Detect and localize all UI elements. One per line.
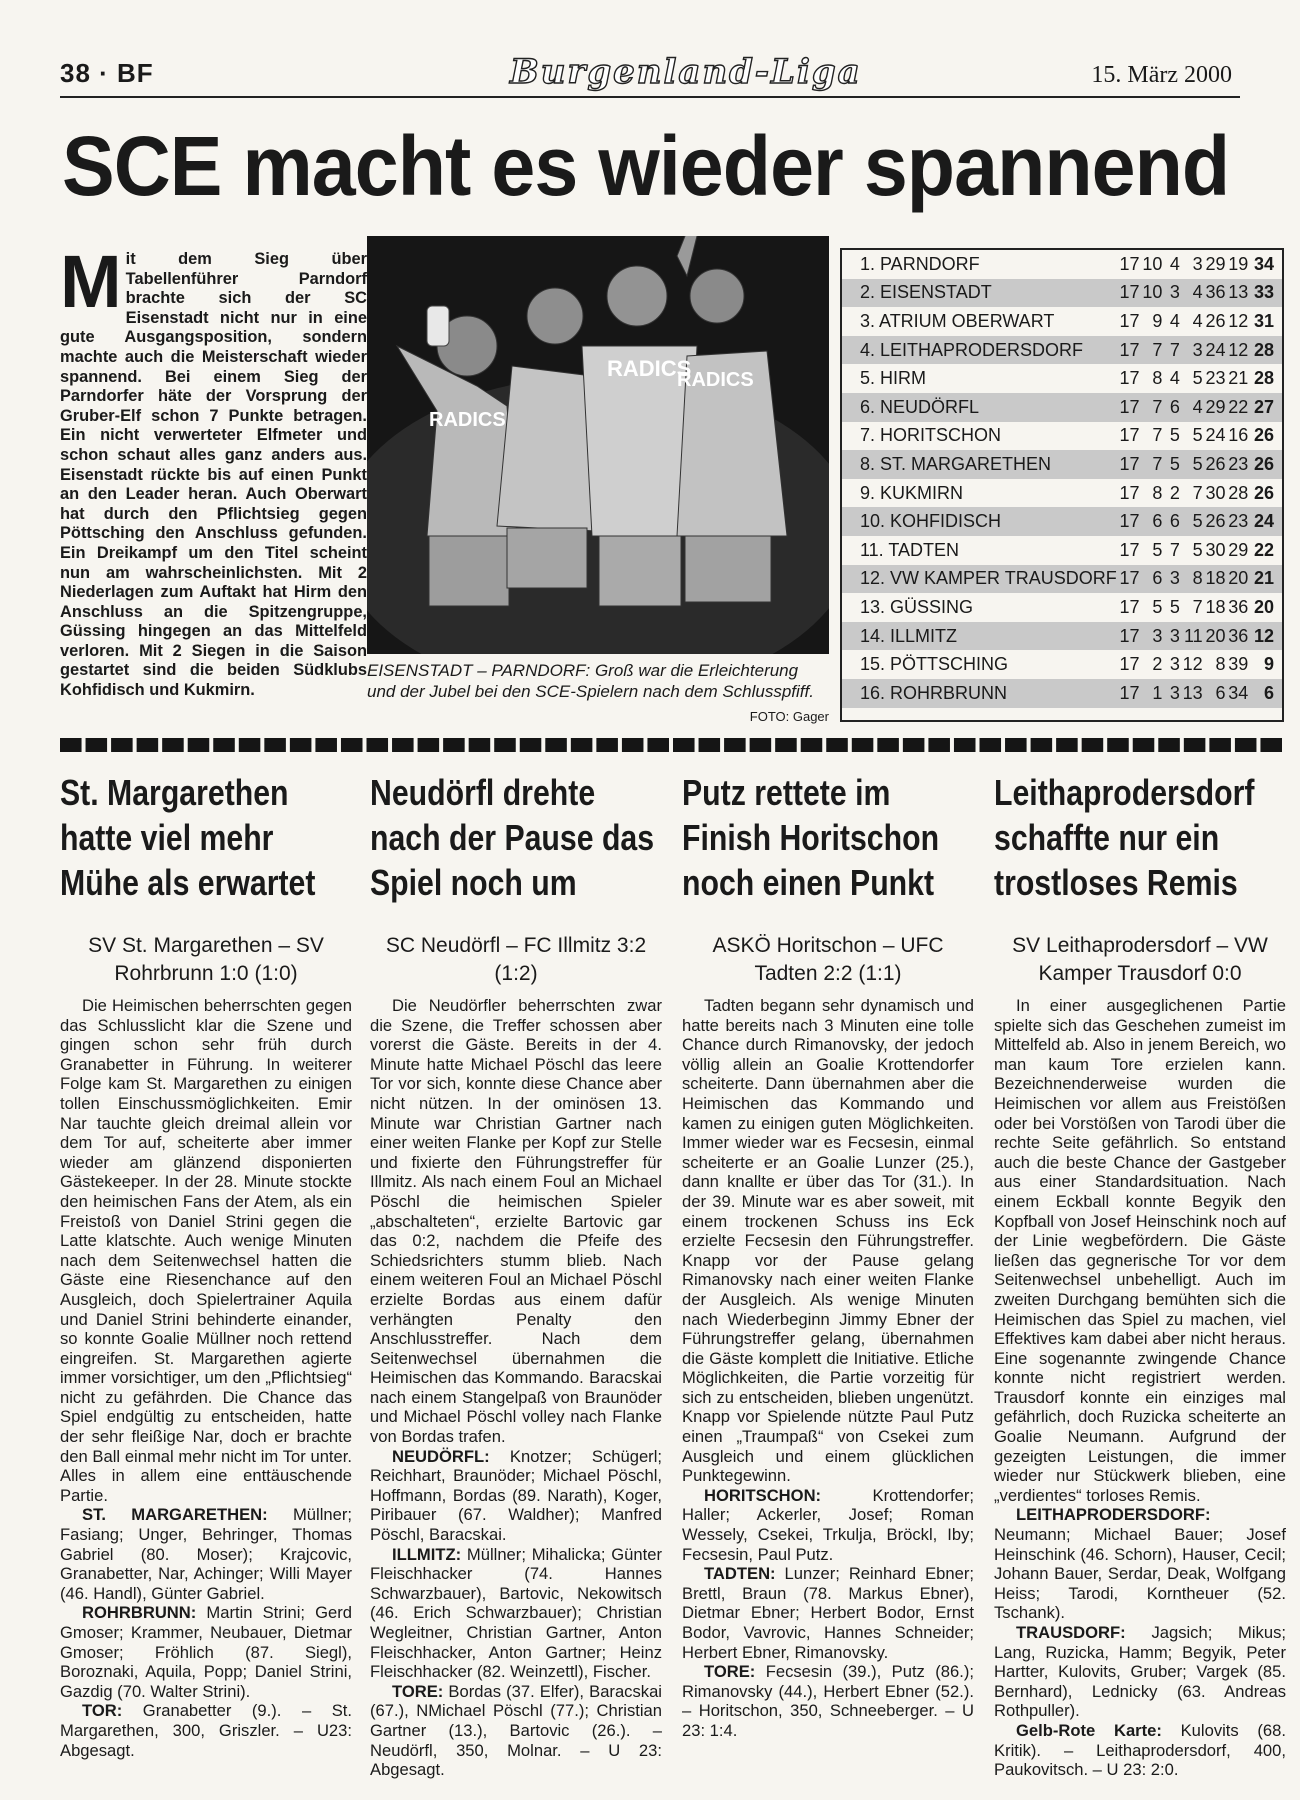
team-name: 8. ST. MARGARETHEN: [842, 450, 1117, 479]
games-played: 17: [1117, 622, 1140, 651]
losses: 4: [1180, 279, 1203, 308]
league-standings-table: [842, 250, 1282, 708]
wins: 6: [1140, 507, 1163, 536]
divider-block: [290, 738, 312, 752]
divider-block: [724, 738, 746, 752]
divider-block: [469, 738, 491, 752]
games-played: 17: [1117, 450, 1140, 479]
divider-block: [980, 738, 1002, 752]
losses: 7: [1192, 482, 1203, 503]
team-name: 7. HORITSCHON: [860, 425, 1002, 446]
points: 27: [1248, 393, 1282, 422]
wins: 2: [1152, 654, 1163, 675]
goals-against: 29: [1228, 539, 1249, 560]
wins: 5: [1152, 596, 1163, 617]
wins: 9: [1152, 310, 1163, 331]
goals-against: 16: [1228, 425, 1249, 446]
losses: 4: [1192, 310, 1203, 331]
lineup-line: TRAUSDORF: Jagsich; Mikus; Lang, Ruzicka, Hamm; Begyik, Peter Hartter, Kulovits, Gruber; Vargek (85. Bernhard), Lednicky (63. Andreas Rothpuller).: [994, 1623, 1286, 1721]
divider-block: [801, 738, 823, 752]
divider-block: [264, 738, 286, 752]
article-body: Die Neudörfler beherrschten zwar die Szene, die Treffer schossen aber vorerst die Gäste. Bereits in der 4. Minute hatte Michael Pöschl das leere Tor vor sich, konnte diese Chance aber nicht nützen. In der ominösen 13. Minute war Christian Gartner nach einer weiten Flanke per Kopf zur Stelle und fixierte den Führungstreffer für Illmitz. Als nach einem Foul an Michael Pöschl die heimischen Spieler „abschalteten“, erzielte Bartovic gar das 0:2, nachdem die Pfeife des Schiedsrichters stumm blieb. Nach einem weiteren Foul an Michael Pöschl erzielte Bordas aus einem dafür verhängten Penalty den Anschlusstreffer. Nach dem Seitenwechsel übernahmen die Heimischen das Kommando. Baracskai nach einem Stangelpaß von Braunöder und Michael Pöschl volley nach Flanke von Bordas trafen.: [370, 996, 662, 1447]
wins: 8: [1152, 482, 1163, 503]
divider-block: [239, 738, 261, 752]
games-played: 17: [1117, 679, 1140, 708]
goals-for: 18: [1203, 565, 1226, 594]
losses: 5: [1192, 425, 1203, 446]
divider-block: [162, 738, 184, 752]
goals-for: 24: [1205, 425, 1226, 446]
team-name: 3. ATRIUM OBERWART: [860, 310, 1055, 331]
lineups: [370, 1447, 662, 1780]
divider-block: [1260, 738, 1282, 752]
article-st-margarethen: [60, 770, 352, 1760]
draws: 4: [1169, 253, 1180, 274]
points: 26: [1253, 425, 1274, 446]
divider-block: [750, 738, 772, 752]
points: 22: [1253, 539, 1274, 560]
standings-row: [842, 507, 1282, 536]
standings-row: [842, 336, 1282, 365]
lineup-line: TORE: Fecsesin (39.), Putz (86.); Rimanovsky (44.), Herbert Ebner (52.). – Horitschon, 350, Schneeberger. – U 23: 1:4.: [682, 1662, 974, 1740]
points: 28: [1253, 368, 1274, 389]
points: 26: [1248, 450, 1282, 479]
article-body: In einer ausgeglichenen Partie spielte sich das Geschehen zumeist im Mittelfeld ab. Also in jenem Bereich, wo man kaum Tore erzielen kann. Bezeichnenderweise wurden die Heimischen vor allem aus Freistößen oder bei Vorstößen von Tarodi über die rechte Seite gefährlich. So entstand auch die beste Chance der Gastgeber aus einer Standardsituation. Nach einem Eckball konnte Begyik den Kopfball von Josef Heinschink noch auf der Linie wegbefördern. Die Gäste ließen das gegnerische Tor vor dem Seitenwechsel unbehelligt. Auch im zweiten Durchgang bemühten sich die Heimischen das Spiel zu machen, viel Effektives kam dabei aber nicht heraus. Eine sogenannte zwingende Chance konnte nicht registriert werden. Trausdorf konnte ein einziges mal gefährlich, doch Ruzicka scheiterte an Goalie Neumann. Aufgrund der gezeigten Leistungen, die immer wieder nur Stückwerk blieben, eine „verdientes“ torloses Remis.: [994, 996, 1286, 1505]
divider-block: [903, 738, 925, 752]
standings-row: [842, 650, 1282, 679]
standings-row: [842, 593, 1282, 622]
goals-against: 22: [1225, 393, 1248, 422]
games-played: 17: [1117, 336, 1140, 365]
goals-for: 24: [1203, 336, 1226, 365]
divider-block: [1082, 738, 1104, 752]
divider-block: [928, 738, 950, 752]
games-played: 17: [1117, 507, 1140, 536]
games-played: 17: [1117, 565, 1140, 594]
divider-block: [1235, 738, 1257, 752]
losses: 11: [1180, 622, 1203, 651]
divider-block: [1133, 738, 1155, 752]
team-name: 5. HIRM: [860, 368, 927, 389]
losses: 5: [1192, 368, 1203, 389]
lineup-line: Gelb-Rote Karte: Kulovits (68. Kritik). – Leithaprodersdorf, 400, Paukovitsch. – U 23: 2:0.: [994, 1720, 1286, 1780]
standings-row: [842, 307, 1282, 336]
team-name: 2. EISENSTADT: [842, 279, 1117, 308]
losses: 3: [1180, 336, 1203, 365]
team-name: 1. PARNDORF: [860, 253, 980, 274]
jersey-text: RADICS: [677, 369, 754, 391]
divider-block: [137, 738, 159, 752]
goals-for: 8: [1215, 654, 1226, 675]
points: 6: [1248, 679, 1282, 708]
wins: 7: [1140, 336, 1163, 365]
goals-for: 30: [1205, 539, 1226, 560]
goals-for: 6: [1203, 679, 1226, 708]
draws: 2: [1169, 482, 1180, 503]
goals-against: 12: [1228, 310, 1249, 331]
wins: 7: [1140, 393, 1163, 422]
wins: 1: [1140, 679, 1163, 708]
lineups: [994, 1505, 1286, 1779]
points: 28: [1248, 336, 1282, 365]
games-played: 17: [1119, 482, 1140, 503]
draws: 3: [1162, 679, 1180, 708]
match-result: SV Leithaprodersdorf – VW Kamper Trausdorf 0:0: [1012, 934, 1268, 985]
wins: 3: [1140, 622, 1163, 651]
goals-for: 36: [1203, 279, 1226, 308]
losses: 5: [1192, 539, 1203, 560]
games-played: 17: [1117, 279, 1140, 308]
draws: 7: [1162, 336, 1180, 365]
divider-block: [443, 738, 465, 752]
drop-cap: M: [60, 240, 122, 323]
losses: 5: [1180, 507, 1203, 536]
games-played: 17: [1119, 596, 1140, 617]
photo-credit: FOTO: Gager: [749, 709, 829, 724]
lineup-line: ST. MARGARETHEN: Müllner; Fasiang; Unger, Behringer, Thomas Gabriel (80. Moser); Krajcovic, Granabetter, Nar, Achinger; Willi Mayer (46. Handl), Günter Gabriel.: [60, 1505, 352, 1603]
article-headline: St. Margarethen hatte viel mehr Mühe als erwartet: [60, 772, 316, 903]
points: 12: [1248, 622, 1282, 651]
goals-against: 13: [1225, 279, 1248, 308]
divider-block: [1209, 738, 1231, 752]
lineup-line: TORE: Bordas (37. Elfer), Baracskai (67.), NMichael Pöschl (77.); Christian Gartner (13.), Bartovic (26.). – Neudörfl, 350, Molnar. – U 23: Abgesagt.: [370, 1681, 662, 1780]
games-played: 17: [1119, 539, 1140, 560]
divider-block: [545, 738, 567, 752]
games-played: 17: [1119, 310, 1140, 331]
draws: 6: [1162, 393, 1180, 422]
divider-block: [852, 738, 874, 752]
wins: 8: [1152, 368, 1163, 389]
article-body: Die Heimischen beherrschten gegen das Schlusslicht klar die Szene und gingen schon sehr früh durch Granabetter in Führung. In weiterer Folge kam St. Margarethen zu einigen tollen Einschussmöglichkeiten. Emir Nar tauchte gleich dreimal allein vor dem Tor auf, scheiterte aber immer wieder am glänzend disponierten Gästekeeper. In der 28. Minute stockte den heimischen Fans der Atem, als ein Freistoß von Daniel Strini gegen die Latte klatschte. Auch wenige Minuten nach dem Seitenwechsel hatten die Gäste eine Riesenchance auf den Ausgleich, doch Spielertrainer Aquila und Daniel Strini behinderte einander, so konnte Goalie Müllner noch rettend eingreifen. St. Margarethen agierte immer vorsichtiger, um den „Pflichtsieg“ nicht zu gefährden. Die Chance das Spiel endgültig zu entscheiden, hatte der sehr fleißige Nar, doch er brachte den Ball einmal mehr nicht im Tor unter. Alles in allem eine enttäuschende Partie.: [60, 996, 352, 1505]
lineups: [60, 1505, 352, 1760]
divider-block: [418, 738, 440, 752]
team-name: 14. ILLMITZ: [842, 622, 1117, 651]
standings-row: [842, 565, 1282, 594]
team-name: 10. KOHFIDISCH: [842, 507, 1117, 536]
divider-block: [775, 738, 797, 752]
draws: 3: [1162, 279, 1180, 308]
divider-block: [1005, 738, 1027, 752]
goals-for: 29: [1205, 253, 1226, 274]
divider-block: [341, 738, 363, 752]
match-result: ASKÖ Horitschon – UFC Tadten 2:2 (1:1): [712, 934, 944, 985]
team-celebration-photo: [367, 236, 829, 654]
section-title: Burgenland-Liga: [510, 52, 862, 92]
games-played: 17: [1119, 368, 1140, 389]
losses: 5: [1180, 450, 1203, 479]
standings-row: [842, 250, 1282, 279]
goals-for: 26: [1203, 450, 1226, 479]
goals-for: 20: [1203, 622, 1226, 651]
standings-row: [842, 393, 1282, 422]
draws: 3: [1169, 654, 1180, 675]
standings-row: [842, 450, 1282, 479]
team-name: 16. ROHRBRUNN: [842, 679, 1117, 708]
lineup-line: LEITHAPRODERSDORF: Neumann; Michael Bauer; Josef Heinschink (46. Schorn), Hauser, Cecil; Johann Bauer, Serdar, Deak, Wolfgang Heiss; Tarodi, Korntheuer (52. Tschank).: [994, 1505, 1286, 1623]
draws: 3: [1162, 565, 1180, 594]
points: 21: [1248, 565, 1282, 594]
match-result: SV St. Margarethen – SV Rohrbrunn 1:0 (1:0): [88, 934, 324, 985]
team-name: 11. TADTEN: [860, 539, 960, 560]
divider-block: [571, 738, 593, 752]
divider-block: [699, 738, 721, 752]
points: 24: [1248, 507, 1282, 536]
team-name: 15. PÖTTSCHING: [860, 654, 1009, 675]
points: 31: [1253, 310, 1274, 331]
lineup-line: NEUDÖRFL: Knotzer; Schügerl; Reichhart, Braunöder; Michael Pöschl, Hoffmann, Bordas (89. Narath), Koger, Piribauer (67. Waldher); Manfred Pöschl, Baracskai.: [370, 1446, 662, 1545]
points: 20: [1253, 596, 1274, 617]
goals-for: 29: [1203, 393, 1226, 422]
games-played: 17: [1119, 654, 1140, 675]
intro-text: [60, 240, 367, 701]
goals-against: 19: [1228, 253, 1249, 274]
draws: 3: [1162, 622, 1180, 651]
divider-block: [392, 738, 414, 752]
intro-body: it dem Sieg über Tabellenführer Parndorf brachte sich der SC Eisenstadt nicht nur in eine gute Ausgangsposition, sondern machte auch die Meisterschaft wieder spannend. Bei einem Sieg der Parndorfer häte der Vorsprung der Gruber-Elf schon 7 Punkte betragen. Ein nicht verwerteter Elfmeter und schon schaut alles ganz anders aus. Eisenstadt rückte bis auf einen Punkt an den Leader heran. Auch Oberwart hat durch den Pflichtsieg gegen Pöttsching den Anschluss gefunden. Ein Dreikampf um den Titel scheint nun am wahrscheinlichsten. Mit 2 Niederlagen zum Auftakt hat Hirm den Anschluss an die Spitzengruppe, Güssing hingegen an das Mittelfeld verloren. Mit 2 Siegen in die Saison gestartet sind die beiden Südklubs Kohfidisch und Kukmirn.: [60, 250, 367, 700]
divider-block: [315, 738, 337, 752]
divider-block: [954, 738, 976, 752]
standings-row: [842, 364, 1282, 393]
lineup-line: TADTEN: Lunzer; Reinhard Ebner; Brettl, Braun (78. Markus Ebner), Dietmar Ebner; Herbert Bodor, Ernst Bodor, Vavrovic, Hannes Schneider; Herbert Ebner, Rimanovsky.: [682, 1564, 974, 1662]
standings-row: [842, 536, 1282, 565]
goals-for: 26: [1205, 310, 1226, 331]
page-number: 38 · BF: [60, 58, 154, 88]
divider-block: [596, 738, 618, 752]
divider-block: [1031, 738, 1053, 752]
draws: 4: [1169, 310, 1180, 331]
goals-for: 26: [1203, 507, 1226, 536]
goals-for: 23: [1205, 368, 1226, 389]
divider-block: [1158, 738, 1180, 752]
goals-against: 23: [1225, 450, 1248, 479]
draws: 5: [1169, 596, 1180, 617]
losses: 12: [1182, 654, 1203, 675]
standings-row: [842, 279, 1282, 308]
divider-block: [1056, 738, 1078, 752]
lineup-line: ROHRBRUNN: Martin Strini; Gerd Gmoser; Krammer, Neubauer, Dietmar Gmoser; Fröhlich (87. Siegl), Boroznaki, Aquila, Popp; Daniel Strini, Gazdig (70. Walter Strini).: [60, 1603, 352, 1701]
losses: 13: [1180, 679, 1203, 708]
standings-row: [842, 622, 1282, 651]
games-played: 17: [1117, 393, 1140, 422]
losses: 3: [1192, 253, 1203, 274]
wins: 10: [1140, 279, 1163, 308]
points: 26: [1253, 482, 1274, 503]
goals-against: 12: [1225, 336, 1248, 365]
league-standings-box: [840, 248, 1284, 722]
standings-row: [842, 679, 1282, 708]
standings-row: [842, 479, 1282, 508]
lineup-line: ILLMITZ: Müllner; Mihalicka; Günter Fleischhacker (74. Hannes Schwarzbauer), Bartovic, Nekowitsch (46. Erich Schwarzbauer); Christian Wegleitner, Christian Gartner, Anton Fleischhacker, Anton Gartner; Heinz Fleischhacker (82. Weinzettl), Fischer.: [370, 1544, 662, 1682]
article-neudoerfl: [370, 770, 662, 1780]
goals-against: 21: [1228, 368, 1249, 389]
article-headline: Putz rettete im Finish Horitschon noch einen Punkt: [682, 772, 940, 903]
goals-for: 18: [1205, 596, 1226, 617]
caption-text: EISENSTADT – PARNDORF: Groß war die Erleichterung und der Jubel bei den SCE-Spielern nach dem Schlusspfiff.: [367, 661, 814, 701]
goals-against: 20: [1225, 565, 1248, 594]
section-divider: [60, 738, 1282, 752]
draws: 5: [1169, 425, 1180, 446]
jersey-text: RADICS: [607, 356, 692, 381]
draws: 5: [1162, 450, 1180, 479]
divider-block: [367, 738, 389, 752]
losses: 4: [1180, 393, 1203, 422]
lineup-line: TOR: Granabetter (9.). – St. Margarethen, 300, Griszler. – U23: Abgesagt.: [60, 1701, 352, 1760]
jersey-text: RADICS: [429, 409, 506, 431]
issue-date: 15. März 2000: [1091, 62, 1232, 88]
points: 34: [1253, 253, 1274, 274]
divider-block: [188, 738, 210, 752]
lineup-line: HORITSCHON: Krottendorfer; Haller; Ackerler, Josef; Roman Wessely, Csekei, Trkulja, Bröckl, Iby; Fecsesin, Paul Putz.: [682, 1485, 974, 1564]
team-name: 6. NEUDÖRFL: [842, 393, 1117, 422]
team-name: 13. GÜSSING: [860, 596, 974, 617]
wins: 10: [1142, 253, 1163, 274]
standings-row: [842, 422, 1282, 451]
wins: 7: [1140, 450, 1163, 479]
divider-block: [673, 738, 695, 752]
divider-block: [494, 738, 516, 752]
losses: 7: [1192, 596, 1203, 617]
divider-block: [86, 738, 108, 752]
points: 33: [1248, 279, 1282, 308]
article-horitschon: [682, 770, 974, 1741]
wins: 7: [1152, 425, 1163, 446]
divider-block: [111, 738, 133, 752]
match-result: SC Neudörfl – FC Illmitz 3:2 (1:2): [385, 934, 647, 985]
wins: 5: [1152, 539, 1163, 560]
losses: 8: [1180, 565, 1203, 594]
goals-against: 36: [1228, 596, 1249, 617]
divider-block: [647, 738, 669, 752]
team-name: 9. KUKMIRN: [860, 482, 964, 503]
divider-block: [877, 738, 899, 752]
team-name: 4. LEITHAPRODERSDORF: [842, 336, 1117, 365]
points: 9: [1263, 654, 1274, 675]
goals-against: 36: [1225, 622, 1248, 651]
article-body: Tadten begann sehr dynamisch und hatte bereits nach 3 Minuten eine tolle Chance durch Rimanovsky, der jedoch völlig allein an Goalie Krottendorfer scheiterte. Dann übernahmen aber die Heimischen das Kommando und kamen zu einigen guten Möglichkeiten. Immer wieder war es Fecsesin, einmal scheiterte er an Goalie Lunzer (25.), dann knallte er über das Tor (31.). In der 39. Minute war es aber soweit, mit einem trockenen Schuss ins Eck erzielte Fecsesin den Führungstreffer. Knapp vor der Pause gelang Rimanovsky nach einer weiten Flanke der Ausgleich. Als wenige Minuten nach Wiederbeginn Jimmy Ebner der Führungstreffer gelang, übernahmen die Gäste komplett die Initiative. Etliche Möglichkeiten, die Partie vorzeitig für sich zu entscheiden, blieben ungenützt. Knapp vor Spielende nützte Paul Putz einen „Traumpaß“ von Csekei zum Ausgleich und einem glücklichen Punktegewinn.: [682, 996, 974, 1486]
team-name: 12. VW KAMPER TRAUSDORF: [842, 565, 1117, 594]
article-leithaprodersdorf: [994, 770, 1286, 1780]
main-headline: SCE macht es wieder spannend: [62, 119, 1230, 213]
divider-block: [1184, 738, 1206, 752]
draws: 6: [1162, 507, 1180, 536]
goals-against: 23: [1225, 507, 1248, 536]
draws: 7: [1169, 539, 1180, 560]
games-played: 17: [1119, 253, 1140, 274]
lineups: [682, 1486, 974, 1741]
article-headline: Leithaprodersdorf schaffte nur ein trostloses Remis: [994, 772, 1255, 903]
games-played: 17: [1119, 425, 1140, 446]
wins: 6: [1140, 565, 1163, 594]
photo-caption: [367, 660, 829, 727]
goals-against: 39: [1228, 654, 1249, 675]
divider-block: [826, 738, 848, 752]
article-headline: Neudörfl drehte nach der Pause das Spiel noch um: [370, 772, 655, 903]
goals-for: 30: [1205, 482, 1226, 503]
divider-block: [60, 738, 82, 752]
goals-against: 34: [1225, 679, 1248, 708]
divider-block: [213, 738, 235, 752]
goals-against: 28: [1228, 482, 1249, 503]
divider-block: [622, 738, 644, 752]
draws: 4: [1169, 368, 1180, 389]
header-rule: [60, 96, 1240, 98]
divider-block: [1107, 738, 1129, 752]
divider-block: [520, 738, 542, 752]
